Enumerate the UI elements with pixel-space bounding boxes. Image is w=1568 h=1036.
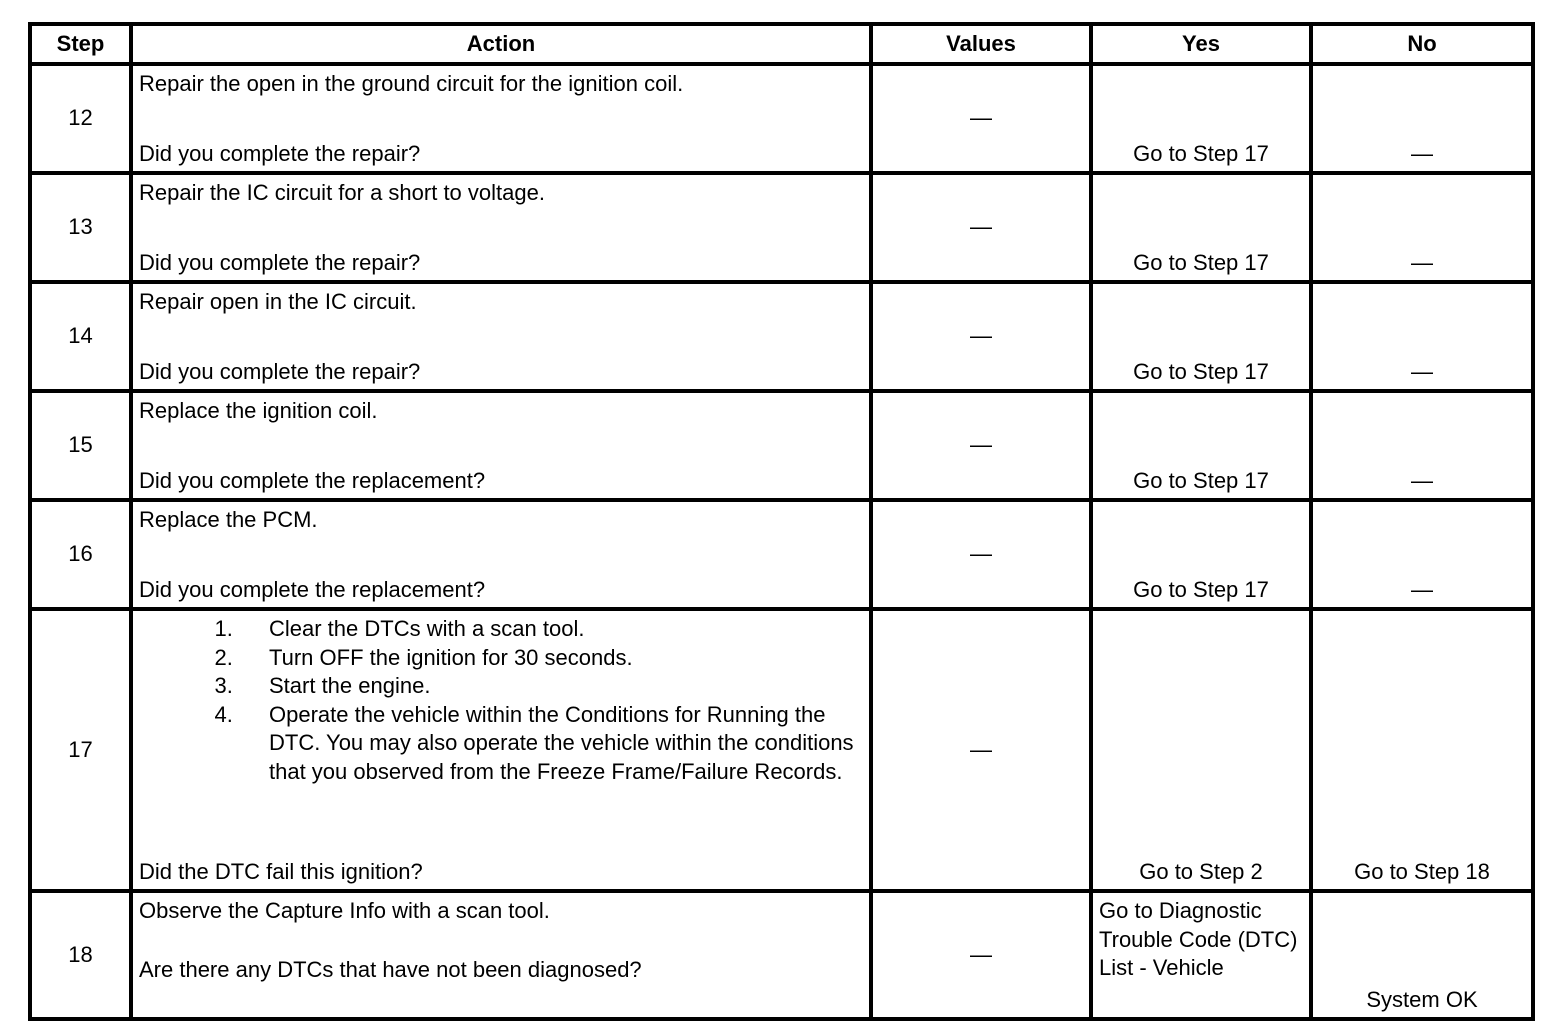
- step-number: 15: [30, 391, 131, 500]
- yes-cell: Go to Step 2: [1091, 609, 1311, 891]
- no-cell: —: [1311, 64, 1533, 173]
- no-cell: System OK: [1311, 891, 1533, 1019]
- table-row: [30, 64, 1533, 173]
- action-text: Observe the Capture Info with a scan tool.: [139, 898, 550, 923]
- yes-cell: Go to Step 17: [1091, 500, 1311, 609]
- yes-cell: Go to Step 17: [1091, 282, 1311, 391]
- action-question: Are there any DTCs that have not been diagnosed?: [139, 957, 642, 983]
- header-action: Action: [131, 24, 871, 64]
- no-cell: Go to Step 18: [1311, 609, 1533, 891]
- table-row: [30, 609, 1533, 891]
- action-question: Did you complete the replacement?: [139, 468, 486, 494]
- step-number: 14: [30, 282, 131, 391]
- action-text: Replace the PCM.: [139, 507, 318, 532]
- action-cell: [131, 891, 871, 1019]
- header-values: Values: [871, 24, 1091, 64]
- yes-cell: Go to Step 17: [1091, 173, 1311, 282]
- list-item: 1. Clear the DTCs with a scan tool.: [239, 615, 863, 644]
- action-text: Replace the ignition coil.: [139, 398, 378, 423]
- action-cell: [131, 173, 871, 282]
- action-question: Did you complete the replacement?: [139, 577, 486, 603]
- values-cell: —: [871, 500, 1091, 609]
- table-row: [30, 173, 1533, 282]
- yes-cell: Go to Step 17: [1091, 64, 1311, 173]
- no-cell: —: [1311, 500, 1533, 609]
- action-question: Did you complete the repair?: [139, 141, 421, 167]
- action-question: Did you complete the repair?: [139, 359, 421, 385]
- action-question: Did the DTC fail this ignition?: [139, 859, 423, 885]
- values-cell: —: [871, 64, 1091, 173]
- header-yes: Yes: [1091, 24, 1311, 64]
- values-cell: —: [871, 609, 1091, 891]
- action-text: Repair the IC circuit for a short to voltage.: [139, 180, 545, 205]
- table-row: [30, 891, 1533, 1019]
- action-question: Did you complete the repair?: [139, 250, 421, 276]
- header-row: [30, 24, 1533, 64]
- list-item: 4. Operate the vehicle within the Conditions for Running the DTC. You may also operate the vehicle within the conditions that you observed from the Freeze Frame/Failure Records.: [239, 701, 863, 787]
- step-number: 12: [30, 64, 131, 173]
- values-cell: —: [871, 391, 1091, 500]
- action-steps-list: [139, 615, 863, 787]
- no-cell: —: [1311, 282, 1533, 391]
- diagnostic-table: [28, 22, 1535, 1021]
- table-row: [30, 391, 1533, 500]
- no-cell: —: [1311, 173, 1533, 282]
- step-number: 13: [30, 173, 131, 282]
- step-number: 17: [30, 609, 131, 891]
- action-cell: [131, 609, 871, 891]
- header-no: No: [1311, 24, 1533, 64]
- action-text: Repair open in the IC circuit.: [139, 289, 417, 314]
- yes-cell: Go to Step 17: [1091, 391, 1311, 500]
- no-cell: —: [1311, 391, 1533, 500]
- table-row: [30, 282, 1533, 391]
- action-text: Repair the open in the ground circuit for the ignition coil.: [139, 71, 684, 96]
- step-number: 18: [30, 891, 131, 1019]
- list-item: 3. Start the engine.: [239, 672, 863, 701]
- header-step: Step: [30, 24, 131, 64]
- values-cell: —: [871, 891, 1091, 1019]
- values-cell: —: [871, 173, 1091, 282]
- step-number: 16: [30, 500, 131, 609]
- action-cell: [131, 282, 871, 391]
- action-cell: [131, 391, 871, 500]
- table-row: [30, 500, 1533, 609]
- action-cell: [131, 64, 871, 173]
- action-cell: [131, 500, 871, 609]
- values-cell: —: [871, 282, 1091, 391]
- yes-cell: Go to Diagnostic Trouble Code (DTC) List - Vehicle: [1091, 891, 1311, 1019]
- list-item: 2. Turn OFF the ignition for 30 seconds.: [239, 644, 863, 673]
